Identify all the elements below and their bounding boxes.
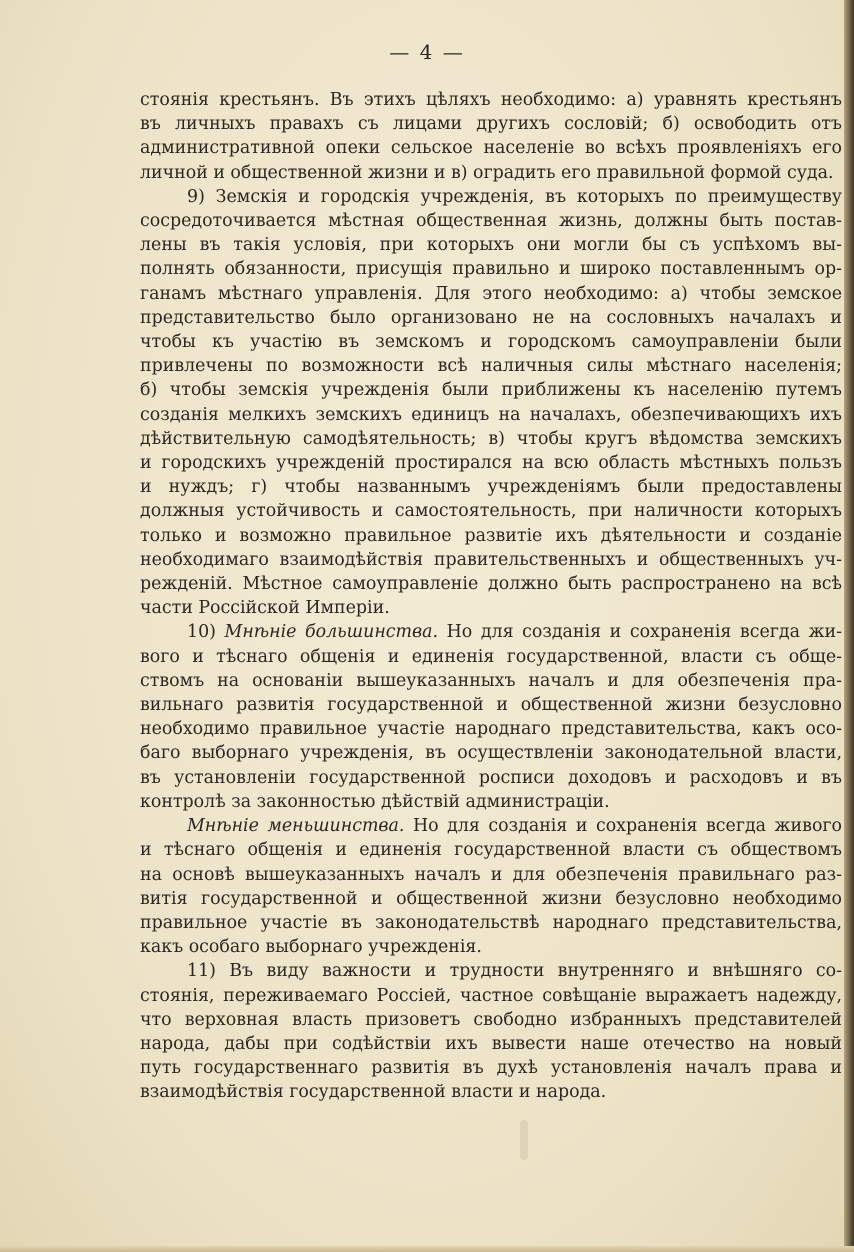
text-line: правильное участіе въ законодательствѣ народнаго представительства, [140,912,842,933]
text-line: баго выборнаго учрежденія, въ осуществленіи законодательной власти, [140,743,842,764]
paragraph-10-minority [140,814,842,959]
text-line: въ установленіи государственной росписи доходовъ и расходовъ и въ [140,767,842,788]
text-line: привлечены по возможности всѣ наличныя силы мѣстнаго населенія; [140,356,842,377]
text-line: въ личныхъ правахъ съ лицами другихъ сословій; б) освободить отъ [140,114,842,135]
text-line: и нуждъ; г) чтобы названнымъ учрежденіямъ были предоставлены [140,477,842,498]
text-line: 9) Земскія и городскія учрежденія, въ которыхъ по преимуществу [187,186,842,207]
text-line: дѣйствительную самодѣятельность; в) чтобы кругъ вѣдомства земскихъ [140,428,842,449]
text-line: личной и общественной жизни и в) оградить его правильной формой суда. [140,162,834,183]
paragraph-number: 10) [187,622,225,643]
text-line: административной опеки сельское населеніе во всѣхъ проявленіяхъ его [140,138,842,159]
paragraph-11 [140,959,842,1104]
text-line: части Россійской Имперіи. [140,598,390,619]
text-line: взаимодѣйствія государственной власти и народа. [140,1082,607,1103]
text-line: необходимаго взаимодѣйствія правительственныхъ и общественныхъ уч- [140,549,842,570]
text-line: режденій. Мѣстное самоуправленіе должно быть распространено на всѣ [140,574,842,595]
text-line: 11) Въ виду важности и трудности внутренняго и внѣшняго со- [187,961,842,982]
text-line: путь государственнаго развитія въ духѣ установленія началъ права и [140,1058,842,1079]
text-line: и тѣснаго общенія и единенія государственной власти съ обществомъ [140,840,842,861]
opinion-heading: Мнѣніе большинства. [224,622,439,643]
text-line: вого и тѣснаго общенія и единенія государственной, власти съ обще- [140,646,842,667]
text-line: стоянія, переживаемаго Россіей, частное совѣщаніе выражаетъ надежду, [140,985,842,1006]
text-line: только и возможно правильное развитіе ихъ дѣятельности и созданіе [140,525,842,546]
text-line: народа, дабы при содѣйствіи ихъ вывести наше отечество на новый [140,1033,842,1054]
text-line: контролѣ за законностью дѣйствій администраціи. [140,791,610,812]
text-line: ствомъ на основаніи вышеуказанныхъ началъ и для обезпеченія пра- [140,670,842,691]
text-line: витія государственной и общественной жизни безусловно необходимо [140,888,842,909]
text-line: вильнаго развитія государственной и общественной жизни безусловно [140,695,842,716]
text-line: ганамъ мѣстнаго управленія. Для этого необходимо: а) чтобы земское [140,283,842,304]
text-line: какъ особаго выборнаго учрежденія. [140,937,482,958]
text-line [140,814,842,838]
text-line: созданія мелкихъ земскихъ единицъ на началахъ, обезпечивающихъ ихъ [140,404,842,425]
paragraph-continuation [140,88,842,185]
text-line: что верховная власть призоветъ свободно избранныхъ представителей [140,1009,842,1030]
paragraph-9 [140,185,842,621]
text-line: сосредоточивается мѣстная общественная жизнь, должны быть постав- [140,211,842,232]
page-edge-shadow [844,0,854,1252]
text-line [140,620,842,644]
text-line: должныя устойчивость и самостоятельность, при наличности которыхъ [140,501,842,522]
text-line: стоянія крестьянъ. Въ этихъ цѣляхъ необходимо: а) уравнять крестьянъ [140,90,842,110]
text-line: лены въ такія условія, при которыхъ они могли бы съ успѣхомъ вы- [140,235,842,256]
text-fragment: Но для созданія и сохраненія всегда живого [404,816,842,837]
text-line: чтобы къ участію въ земскомъ и городскомъ самоуправленіи были [140,332,842,353]
text-line: представительство было организовано не на сословныхъ началахъ и [140,307,842,328]
body-text [140,88,842,1105]
text-fragment: Но для созданія и сохраненія всегда жи- [438,622,842,643]
text-line: и городскихъ учрежденій простирался на всю область мѣстныхъ пользъ [140,453,842,474]
text-line: полнять обязанности, присущія правильно и широко поставленнымъ ор- [140,259,842,280]
text-line: б) чтобы земскія учрежденія были приближены къ населенію путемъ [140,380,842,401]
opinion-heading: Мнѣніе меньшинства. [187,816,405,837]
page-number: — 4 — [389,40,465,64]
text-line: на основѣ вышеуказанныхъ началъ и для обезпеченія правильнаго раз- [140,864,842,885]
page-bottom-edge [0,1246,854,1252]
paper-stain [520,1120,528,1160]
paragraph-10-majority [140,620,842,814]
text-line: необходимо правильное участіе народнаго представительства, какъ осо- [140,719,842,740]
